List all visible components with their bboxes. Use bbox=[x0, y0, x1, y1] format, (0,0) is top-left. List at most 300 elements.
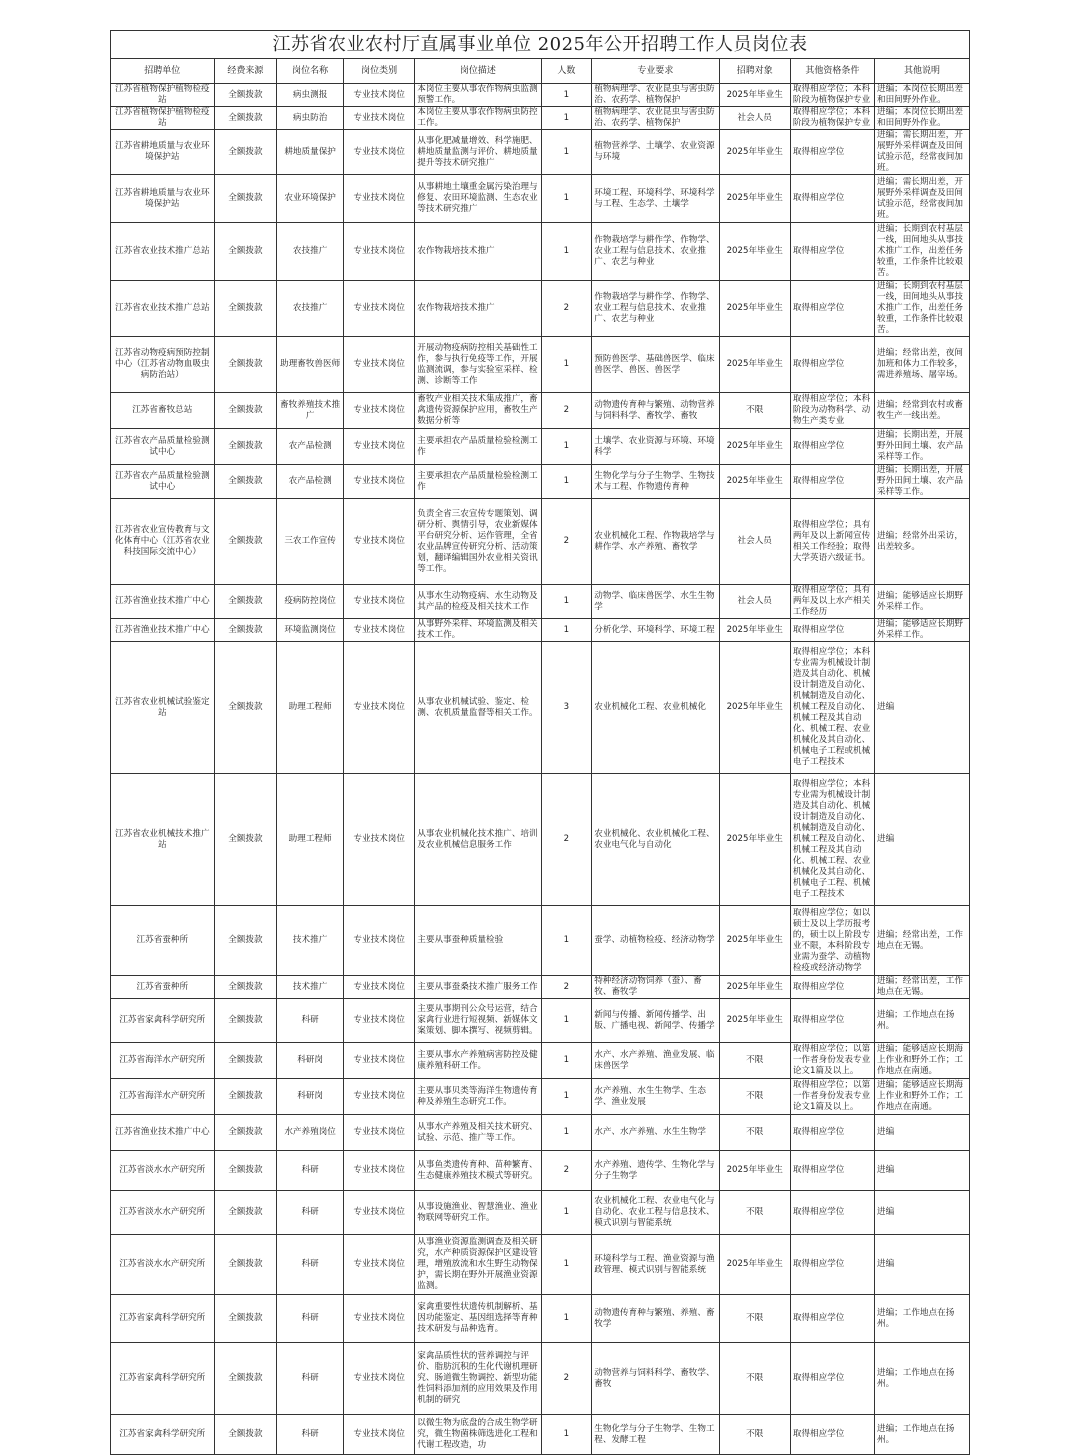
cell-major: 环境科学与工程、渔业资源与渔政管理、模式识别与智能系统 bbox=[592, 1235, 719, 1295]
cell-num: 1 bbox=[541, 1079, 592, 1115]
cell-fund: 全额拨款 bbox=[214, 1343, 277, 1415]
cell-note: 进编；长期到农村基层一线，田间地头从事技术推广工作，出差任务较重，工作条件比较艰苦。 bbox=[874, 223, 969, 281]
cell-desc: 从事化肥减量增效、科学施肥、耕地质量监测与评价、耕地质量提升等技术研究推广 bbox=[415, 130, 541, 175]
cell-note: 进编；工作地点在扬州。 bbox=[874, 1295, 969, 1343]
recruitment-table bbox=[110, 30, 970, 1455]
table-row bbox=[111, 619, 970, 642]
cell-target: 不限 bbox=[719, 1043, 790, 1079]
cell-num: 1 bbox=[541, 175, 592, 223]
cell-fund: 全额拨款 bbox=[214, 585, 277, 619]
cell-cond: 取得相应学位 bbox=[790, 281, 874, 337]
cell-note: 进编；经常出差，工作地点在无锡。 bbox=[874, 906, 969, 976]
cell-cat: 专业技术岗位 bbox=[344, 1079, 415, 1115]
table-row bbox=[111, 1151, 970, 1191]
cell-desc: 从事设施渔业、智慧渔业、渔业物联网等研究工作。 bbox=[415, 1191, 541, 1235]
cell-major: 水产、水产养殖、渔业发展、临床兽医学 bbox=[592, 1043, 719, 1079]
cell-target: 2025年毕业生 bbox=[719, 642, 790, 774]
cell-cond: 取得相应学位 bbox=[790, 465, 874, 499]
cell-major: 蚕学、动植物检疫、经济动物学 bbox=[592, 906, 719, 976]
cell-fund: 全额拨款 bbox=[214, 465, 277, 499]
cell-cond: 取得相应学位；本科阶段为植物保护专业 bbox=[790, 84, 874, 107]
column-header: 人数 bbox=[541, 59, 592, 84]
cell-major: 植物病理学、农业昆虫与害虫防治、农药学、植物保护 bbox=[592, 84, 719, 107]
cell-name: 助理工程师 bbox=[277, 774, 344, 906]
cell-desc: 主要承担农产品质量检验检测工作 bbox=[415, 429, 541, 465]
cell-name: 疫病防控岗位 bbox=[277, 585, 344, 619]
cell-note: 进编；需长期出差，开展野外采样调查及田间试验示范，经常夜间加班。 bbox=[874, 130, 969, 175]
cell-name: 科研岗 bbox=[277, 1079, 344, 1115]
cell-cond: 取得相应学位 bbox=[790, 1191, 874, 1235]
cell-num: 1 bbox=[541, 107, 592, 130]
cell-cond: 取得相应学位 bbox=[790, 976, 874, 999]
cell-cat: 专业技术岗位 bbox=[344, 774, 415, 906]
cell-desc: 主要从事蚕桑技术推广服务工作 bbox=[415, 976, 541, 999]
cell-unit: 江苏省耕地质量与农业环境保护站 bbox=[111, 175, 215, 223]
cell-name: 科研 bbox=[277, 1343, 344, 1415]
cell-note: 进编；长期出差，开展野外田间土壤、农产品采样等工作。 bbox=[874, 429, 969, 465]
table-row bbox=[111, 976, 970, 999]
cell-name: 农技推广 bbox=[277, 223, 344, 281]
table-row bbox=[111, 1115, 970, 1151]
cell-cond: 取得相应学位 bbox=[790, 1343, 874, 1415]
cell-note: 进编；经常出差，工作地点在无锡。 bbox=[874, 976, 969, 999]
cell-note: 进编；能够适应长期野外采样工作。 bbox=[874, 619, 969, 642]
cell-note: 进编；长期到农村基层一线，田间地头从事技术推广工作，出差任务较重，工作条件比较艰苦。 bbox=[874, 281, 969, 337]
cell-cat: 专业技术岗位 bbox=[344, 281, 415, 337]
cell-unit: 江苏省农产品质量检验测试中心 bbox=[111, 429, 215, 465]
cell-cond: 取得相应学位 bbox=[790, 1415, 874, 1455]
cell-fund: 全额拨款 bbox=[214, 906, 277, 976]
cell-fund: 全额拨款 bbox=[214, 281, 277, 337]
table-row bbox=[111, 84, 970, 107]
cell-desc: 家禽品质性状的营养调控与评价、脂肪沉积的生化代谢机理研究、肠道微生物调控、新型功能性饲料添加剂的应用效果及作用机制的研究 bbox=[415, 1343, 541, 1415]
cell-unit: 江苏省海洋水产研究所 bbox=[111, 1043, 215, 1079]
cell-target: 2025年毕业生 bbox=[719, 465, 790, 499]
cell-num: 1 bbox=[541, 1115, 592, 1151]
cell-cond: 取得相应学位 bbox=[790, 999, 874, 1043]
cell-num: 1 bbox=[541, 84, 592, 107]
cell-unit: 江苏省植物保护植物检疫站 bbox=[111, 84, 215, 107]
table-row bbox=[111, 281, 970, 337]
cell-cat: 专业技术岗位 bbox=[344, 429, 415, 465]
cell-name: 科研 bbox=[277, 1415, 344, 1455]
cell-unit: 江苏省淡水水产研究所 bbox=[111, 1151, 215, 1191]
table-row bbox=[111, 1415, 970, 1455]
cell-target: 社会人员 bbox=[719, 499, 790, 585]
cell-cat: 专业技术岗位 bbox=[344, 223, 415, 281]
table-row bbox=[111, 107, 970, 130]
cell-name: 耕地质量保护 bbox=[277, 130, 344, 175]
table-row bbox=[111, 337, 970, 393]
cell-target: 不限 bbox=[719, 393, 790, 429]
cell-name: 农业环境保护 bbox=[277, 175, 344, 223]
cell-num: 1 bbox=[541, 906, 592, 976]
cell-num: 1 bbox=[541, 1191, 592, 1235]
cell-cat: 专业技术岗位 bbox=[344, 1235, 415, 1295]
header-row bbox=[111, 59, 970, 84]
cell-cond: 取得相应学位；本科阶段为动物科学、动物生产类专业 bbox=[790, 393, 874, 429]
cell-cat: 专业技术岗位 bbox=[344, 1295, 415, 1343]
cell-cat: 专业技术岗位 bbox=[344, 1343, 415, 1415]
cell-name: 农产品检测 bbox=[277, 465, 344, 499]
cell-name: 环境监测岗位 bbox=[277, 619, 344, 642]
cell-cat: 专业技术岗位 bbox=[344, 107, 415, 130]
cell-cat: 专业技术岗位 bbox=[344, 499, 415, 585]
cell-name: 技术推广 bbox=[277, 906, 344, 976]
cell-cond: 取得相应学位 bbox=[790, 1115, 874, 1151]
cell-num: 1 bbox=[541, 1235, 592, 1295]
table-row bbox=[111, 999, 970, 1043]
cell-name: 水产养殖岗位 bbox=[277, 1115, 344, 1151]
cell-desc: 主要从事贝类等海洋生物遗传育种及养殖生态研究工作。 bbox=[415, 1079, 541, 1115]
cell-fund: 全额拨款 bbox=[214, 1415, 277, 1455]
cell-target: 不限 bbox=[719, 1115, 790, 1151]
cell-num: 1 bbox=[541, 999, 592, 1043]
cell-cond: 取得相应学位 bbox=[790, 1151, 874, 1191]
cell-unit: 江苏省家禽科学研究所 bbox=[111, 1295, 215, 1343]
cell-major: 生物化学与分子生物学、生物工程、发酵工程 bbox=[592, 1415, 719, 1455]
cell-num: 1 bbox=[541, 337, 592, 393]
cell-fund: 全额拨款 bbox=[214, 1043, 277, 1079]
cell-note: 进编 bbox=[874, 1151, 969, 1191]
cell-unit: 江苏省渔业技术推广中心 bbox=[111, 1115, 215, 1151]
column-header: 其他说明 bbox=[874, 59, 969, 84]
cell-cat: 专业技术岗位 bbox=[344, 906, 415, 976]
cell-note: 进编；需长期出差，开展野外采样调查及田间试验示范，经常夜间加班。 bbox=[874, 175, 969, 223]
cell-cond: 取得相应学位；如以硕士及以上学历报考的，硕士以上阶段专业不限，本科阶段专业需为蚕学、动植物检疫或经济动物学 bbox=[790, 906, 874, 976]
cell-num: 1 bbox=[541, 223, 592, 281]
table-row bbox=[111, 1343, 970, 1415]
cell-name: 助理工程师 bbox=[277, 642, 344, 774]
cell-cond: 取得相应学位 bbox=[790, 429, 874, 465]
column-header: 经费来源 bbox=[214, 59, 277, 84]
table-row bbox=[111, 1235, 970, 1295]
cell-cond: 取得相应学位；本科阶段为植物保护专业 bbox=[790, 107, 874, 130]
cell-major: 新闻与传播、新闻传播学、出版、广播电视、新闻学、传播学 bbox=[592, 999, 719, 1043]
cell-cat: 专业技术岗位 bbox=[344, 1191, 415, 1235]
cell-major: 农业机械化、农业机械化工程、农业电气化与自动化 bbox=[592, 774, 719, 906]
cell-note: 进编 bbox=[874, 1235, 969, 1295]
cell-desc: 从事野外采样、环境监测及相关技术工作。 bbox=[415, 619, 541, 642]
cell-cat: 专业技术岗位 bbox=[344, 585, 415, 619]
cell-unit: 江苏省海洋水产研究所 bbox=[111, 1079, 215, 1115]
cell-note: 进编；能够适应长期海上作业和野外工作；工作地点在南通。 bbox=[874, 1043, 969, 1079]
cell-unit: 江苏省渔业技术推广中心 bbox=[111, 619, 215, 642]
cell-cond: 取得相应学位；本科专业需为机械设计制造及其自动化、机械设计制造及自动化、机械制造及自动化、机械工程及自动化、机械工程及其自动化、机械工程、农业机械化及其自动化、机械电子工程或机械电子工程技术 bbox=[790, 642, 874, 774]
cell-cond: 取得相应学位；具有两年及以上水产相关工作经历 bbox=[790, 585, 874, 619]
cell-fund: 全额拨款 bbox=[214, 429, 277, 465]
cell-desc: 家禽重要性状遗传机制解析、基因功能鉴定、基因组选择等育种技术研发与品种选育。 bbox=[415, 1295, 541, 1343]
cell-name: 科研 bbox=[277, 1295, 344, 1343]
cell-fund: 全额拨款 bbox=[214, 976, 277, 999]
cell-cond: 取得相应学位 bbox=[790, 337, 874, 393]
cell-num: 1 bbox=[541, 619, 592, 642]
cell-desc: 本岗位主要从事农作物病虫监测预警工作。 bbox=[415, 84, 541, 107]
cell-note: 进编 bbox=[874, 774, 969, 906]
cell-note: 进编；经常到农村或畜牧生产一线出差。 bbox=[874, 393, 969, 429]
cell-desc: 从事水生动物疫病、水生动物及其产品的检疫及相关技术工作 bbox=[415, 585, 541, 619]
cell-major: 动物学、临床兽医学、水生生物学 bbox=[592, 585, 719, 619]
cell-num: 2 bbox=[541, 976, 592, 999]
cell-num: 3 bbox=[541, 642, 592, 774]
cell-unit: 江苏省耕地质量与农业环境保护站 bbox=[111, 130, 215, 175]
cell-cond: 取得相应学位 bbox=[790, 619, 874, 642]
cell-target: 不限 bbox=[719, 1343, 790, 1415]
cell-unit: 江苏省蚕种所 bbox=[111, 976, 215, 999]
cell-target: 2025年毕业生 bbox=[719, 130, 790, 175]
cell-cat: 专业技术岗位 bbox=[344, 84, 415, 107]
cell-desc: 主要从事蚕种质量检验 bbox=[415, 906, 541, 976]
cell-unit: 江苏省家禽科学研究所 bbox=[111, 999, 215, 1043]
cell-fund: 全额拨款 bbox=[214, 223, 277, 281]
cell-major: 预防兽医学、基础兽医学、临床兽医学、兽医、兽医学 bbox=[592, 337, 719, 393]
table-row bbox=[111, 906, 970, 976]
cell-target: 2025年毕业生 bbox=[719, 774, 790, 906]
cell-unit: 江苏省淡水水产研究所 bbox=[111, 1235, 215, 1295]
cell-name: 科研岗 bbox=[277, 1043, 344, 1079]
cell-note: 进编；本岗位长期出差和田间野外作业。 bbox=[874, 107, 969, 130]
cell-fund: 全额拨款 bbox=[214, 999, 277, 1043]
cell-major: 农业机械化工程、作物栽培学与耕作学、水产养殖、畜牧学 bbox=[592, 499, 719, 585]
cell-target: 不限 bbox=[719, 1079, 790, 1115]
cell-cond: 取得相应学位；以第一作者身份发表专业论文1篇及以上。 bbox=[790, 1079, 874, 1115]
cell-cat: 专业技术岗位 bbox=[344, 976, 415, 999]
cell-cat: 专业技术岗位 bbox=[344, 393, 415, 429]
cell-cat: 专业技术岗位 bbox=[344, 999, 415, 1043]
cell-target: 2025年毕业生 bbox=[719, 1151, 790, 1191]
cell-major: 农业机械化工程、农业电气化与自动化、农业工程与信息技术、模式识别与智能系统 bbox=[592, 1191, 719, 1235]
table-row bbox=[111, 1295, 970, 1343]
cell-desc: 本岗位主要从事农作物病虫防控工作。 bbox=[415, 107, 541, 130]
cell-num: 1 bbox=[541, 585, 592, 619]
cell-num: 1 bbox=[541, 1043, 592, 1079]
column-header: 招聘对象 bbox=[719, 59, 790, 84]
cell-target: 不限 bbox=[719, 1295, 790, 1343]
cell-note: 进编 bbox=[874, 1191, 969, 1235]
cell-cond: 取得相应学位；本科专业需为机械设计制造及其自动化、机械设计制造及自动化、机械制造及自动化、机械工程及自动化、机械工程及其自动化、机械工程、农业机械化及其自动化、机械电子工程、机械电子工程技术 bbox=[790, 774, 874, 906]
table-row bbox=[111, 1191, 970, 1235]
cell-num: 2 bbox=[541, 393, 592, 429]
cell-unit: 江苏省植物保护植物检疫站 bbox=[111, 107, 215, 130]
cell-fund: 全额拨款 bbox=[214, 393, 277, 429]
cell-major: 特种经济动物饲养（蚕）、畜牧、畜牧学 bbox=[592, 976, 719, 999]
cell-target: 不限 bbox=[719, 1415, 790, 1455]
table-row bbox=[111, 393, 970, 429]
table-row bbox=[111, 1043, 970, 1079]
table-body bbox=[111, 84, 970, 1455]
column-header: 招聘单位 bbox=[111, 59, 215, 84]
cell-desc: 从事农业机械化技术推广、培训及农业机械信息服务工作 bbox=[415, 774, 541, 906]
cell-desc: 从事水产养殖及相关技术研究、试验、示范、推广等工作。 bbox=[415, 1115, 541, 1151]
cell-note: 进编；长期出差，开展野外田间土壤、农产品采样等工作。 bbox=[874, 465, 969, 499]
cell-target: 2025年毕业生 bbox=[719, 999, 790, 1043]
cell-cond: 取得相应学位 bbox=[790, 1235, 874, 1295]
cell-cat: 专业技术岗位 bbox=[344, 642, 415, 774]
cell-num: 1 bbox=[541, 429, 592, 465]
cell-cond: 取得相应学位；具有两年及以上新闻宣传相关工作经验；取得大学英语六级证书。 bbox=[790, 499, 874, 585]
cell-name: 科研 bbox=[277, 1191, 344, 1235]
cell-fund: 全额拨款 bbox=[214, 130, 277, 175]
cell-desc: 从事渔业资源监测调查及相关研究，水产种质资源保护区建设管理，增殖放流和水生野生动物保护，需长期在野外开展渔业资源监测。 bbox=[415, 1235, 541, 1295]
cell-unit: 江苏省农业宣传教育与文化体育中心（江苏省农业科技国际交流中心） bbox=[111, 499, 215, 585]
cell-major: 农业机械化工程、农业机械化 bbox=[592, 642, 719, 774]
cell-name: 农产品检测 bbox=[277, 429, 344, 465]
cell-cond: 取得相应学位 bbox=[790, 1295, 874, 1343]
column-header: 其他资格条件 bbox=[790, 59, 874, 84]
cell-major: 作物栽培学与耕作学、作物学、农业工程与信息技术、农业推广、农艺与种业 bbox=[592, 281, 719, 337]
column-header: 岗位名称 bbox=[277, 59, 344, 84]
cell-unit: 江苏省农业机械技术推广站 bbox=[111, 774, 215, 906]
cell-desc: 农作物栽培技术推广 bbox=[415, 223, 541, 281]
cell-fund: 全额拨款 bbox=[214, 774, 277, 906]
cell-unit: 江苏省农业技术推广总站 bbox=[111, 281, 215, 337]
cell-desc: 从事鱼类遗传育种、苗种繁育、生态健康养殖技术模式等研究。 bbox=[415, 1151, 541, 1191]
cell-desc: 畜牧产业相关技术集成推广，畜禽遗传资源保护应用，畜牧生产数据分析等 bbox=[415, 393, 541, 429]
cell-target: 2025年毕业生 bbox=[719, 175, 790, 223]
cell-major: 植物病理学、农业昆虫与害虫防治、农药学、植物保护 bbox=[592, 107, 719, 130]
cell-target: 2025年毕业生 bbox=[719, 223, 790, 281]
table-row bbox=[111, 585, 970, 619]
cell-note: 进编；经常出差，夜间加班和体力工作较多，需进养殖场、屠宰场。 bbox=[874, 337, 969, 393]
cell-desc: 开展动物疫病防控相关基础性工作，参与执行免疫等工作，开展监测流调，参与实验室采样、检测、诊断等工作 bbox=[415, 337, 541, 393]
cell-fund: 全额拨款 bbox=[214, 1151, 277, 1191]
cell-num: 2 bbox=[541, 1343, 592, 1415]
cell-unit: 江苏省渔业技术推广中心 bbox=[111, 585, 215, 619]
cell-cat: 专业技术岗位 bbox=[344, 465, 415, 499]
table-row bbox=[111, 130, 970, 175]
cell-num: 2 bbox=[541, 1151, 592, 1191]
cell-major: 水产、水产养殖、水生生物学 bbox=[592, 1115, 719, 1151]
cell-desc: 负责全省三农宣传专题策划、调研分析、舆情引导，农业新媒体平台研究分析、运作管理，全省农业品牌宣传研究分析、活动策划，翻译编辑国外农业相关资讯等工作。 bbox=[415, 499, 541, 585]
recruitment-table-sheet bbox=[110, 30, 970, 1455]
cell-desc: 从事耕地土壤重金属污染治理与修复、农田环境监测、生态农业等技术研究推广 bbox=[415, 175, 541, 223]
cell-unit: 江苏省家禽科学研究所 bbox=[111, 1415, 215, 1455]
cell-unit: 江苏省淡水水产研究所 bbox=[111, 1191, 215, 1235]
cell-major: 植物营养学、土壤学、农业资源与环境 bbox=[592, 130, 719, 175]
cell-cat: 专业技术岗位 bbox=[344, 1415, 415, 1455]
cell-note: 进编；能够适应长期野外采样工作。 bbox=[874, 585, 969, 619]
table-row bbox=[111, 223, 970, 281]
cell-fund: 全额拨款 bbox=[214, 619, 277, 642]
cell-fund: 全额拨款 bbox=[214, 175, 277, 223]
cell-name: 科研 bbox=[277, 1235, 344, 1295]
cell-note: 进编 bbox=[874, 1115, 969, 1151]
cell-target: 2025年毕业生 bbox=[719, 84, 790, 107]
cell-target: 2025年毕业生 bbox=[719, 976, 790, 999]
cell-cat: 专业技术岗位 bbox=[344, 337, 415, 393]
cell-cond: 取得相应学位；以第一作者身份发表专业论文1篇及以上。 bbox=[790, 1043, 874, 1079]
cell-note: 进编；能够适应长期海上作业和野外工作；工作地点在南通。 bbox=[874, 1079, 969, 1115]
cell-cat: 专业技术岗位 bbox=[344, 130, 415, 175]
cell-desc: 以微生物为底盘的合成生物学研究，微生物菌株筛选进化工程和代谢工程改造，功 bbox=[415, 1415, 541, 1455]
cell-major: 动物遗传育种与繁殖、养殖、畜牧学 bbox=[592, 1295, 719, 1343]
cell-cat: 专业技术岗位 bbox=[344, 1151, 415, 1191]
cell-target: 2025年毕业生 bbox=[719, 1235, 790, 1295]
cell-fund: 全额拨款 bbox=[214, 1115, 277, 1151]
cell-cat: 专业技术岗位 bbox=[344, 619, 415, 642]
cell-num: 1 bbox=[541, 130, 592, 175]
table-header bbox=[111, 59, 970, 84]
cell-fund: 全额拨款 bbox=[214, 642, 277, 774]
cell-unit: 江苏省农业技术推广总站 bbox=[111, 223, 215, 281]
cell-fund: 全额拨款 bbox=[214, 1191, 277, 1235]
cell-num: 2 bbox=[541, 499, 592, 585]
cell-fund: 全额拨款 bbox=[214, 1235, 277, 1295]
cell-desc: 从事农业机械试验、鉴定、检测、农机质量监督等相关工作。 bbox=[415, 642, 541, 774]
cell-note: 进编；经常外出采访，出差较多。 bbox=[874, 499, 969, 585]
cell-target: 2025年毕业生 bbox=[719, 337, 790, 393]
cell-name: 科研 bbox=[277, 1151, 344, 1191]
column-header: 岗位类别 bbox=[344, 59, 415, 84]
cell-num: 2 bbox=[541, 281, 592, 337]
cell-num: 1 bbox=[541, 1295, 592, 1343]
cell-fund: 全额拨款 bbox=[214, 499, 277, 585]
cell-fund: 全额拨款 bbox=[214, 1295, 277, 1343]
cell-desc: 农作物栽培技术推广 bbox=[415, 281, 541, 337]
cell-note: 进编；工作地点在扬州。 bbox=[874, 1343, 969, 1415]
cell-note: 进编；工作地点在扬州。 bbox=[874, 1415, 969, 1455]
cell-target: 不限 bbox=[719, 1191, 790, 1235]
cell-major: 水产养殖、水生生物学、生态学、渔业发展 bbox=[592, 1079, 719, 1115]
cell-desc: 主要从事期刊公众号运营，结合家禽行业进行短视频、新媒体文案策划、脚本撰写、视频剪辑。 bbox=[415, 999, 541, 1043]
cell-name: 技术推广 bbox=[277, 976, 344, 999]
cell-cond: 取得相应学位 bbox=[790, 130, 874, 175]
cell-unit: 江苏省畜牧总站 bbox=[111, 393, 215, 429]
cell-unit: 江苏省蚕种所 bbox=[111, 906, 215, 976]
cell-name: 病虫防治 bbox=[277, 107, 344, 130]
cell-fund: 全额拨款 bbox=[214, 337, 277, 393]
table-row bbox=[111, 774, 970, 906]
cell-name: 农技推广 bbox=[277, 281, 344, 337]
cell-unit: 江苏省家禽科学研究所 bbox=[111, 1343, 215, 1415]
cell-desc: 主要从事水产养殖病害防控及健康养殖科研工作。 bbox=[415, 1043, 541, 1079]
cell-major: 土壤学、农业资源与环境、环境科学 bbox=[592, 429, 719, 465]
cell-name: 畜牧养殖技术推广 bbox=[277, 393, 344, 429]
cell-note: 进编 bbox=[874, 642, 969, 774]
cell-note: 进编；工作地点在扬州。 bbox=[874, 999, 969, 1043]
cell-desc: 主要承担农产品质量检验检测工作 bbox=[415, 465, 541, 499]
cell-fund: 全额拨款 bbox=[214, 107, 277, 130]
cell-major: 作物栽培学与耕作学、作物学、农业工程与信息技术、农业推广、农艺与种业 bbox=[592, 223, 719, 281]
cell-cat: 专业技术岗位 bbox=[344, 175, 415, 223]
table-row bbox=[111, 175, 970, 223]
table-row bbox=[111, 429, 970, 465]
cell-major: 动物营养与饲料科学、畜牧学、畜牧 bbox=[592, 1343, 719, 1415]
cell-major: 生物化学与分子生物学、生物技术与工程、作物遗传育种 bbox=[592, 465, 719, 499]
cell-major: 分析化学、环境科学、环境工程 bbox=[592, 619, 719, 642]
cell-target: 2025年毕业生 bbox=[719, 281, 790, 337]
cell-major: 环境工程、环境科学、环境科学与工程、生态学、土壤学 bbox=[592, 175, 719, 223]
cell-target: 社会人员 bbox=[719, 107, 790, 130]
cell-target: 社会人员 bbox=[719, 585, 790, 619]
cell-name: 助理畜牧兽医师 bbox=[277, 337, 344, 393]
column-header: 岗位描述 bbox=[415, 59, 541, 84]
cell-target: 2025年毕业生 bbox=[719, 429, 790, 465]
cell-num: 1 bbox=[541, 1415, 592, 1455]
table-row bbox=[111, 499, 970, 585]
cell-target: 2025年毕业生 bbox=[719, 619, 790, 642]
cell-target: 2025年毕业生 bbox=[719, 906, 790, 976]
cell-name: 三农工作宣传 bbox=[277, 499, 344, 585]
cell-cond: 取得相应学位 bbox=[790, 223, 874, 281]
cell-major: 水产养殖、遗传学、生物化学与分子生物学 bbox=[592, 1151, 719, 1191]
cell-note: 进编；本岗位长期出差和田间野外作业。 bbox=[874, 84, 969, 107]
cell-major: 动物遗传育种与繁殖、动物营养与饲料科学、畜牧学、畜牧 bbox=[592, 393, 719, 429]
cell-name: 科研 bbox=[277, 999, 344, 1043]
cell-name: 病虫测报 bbox=[277, 84, 344, 107]
cell-fund: 全额拨款 bbox=[214, 84, 277, 107]
table-row bbox=[111, 1079, 970, 1115]
